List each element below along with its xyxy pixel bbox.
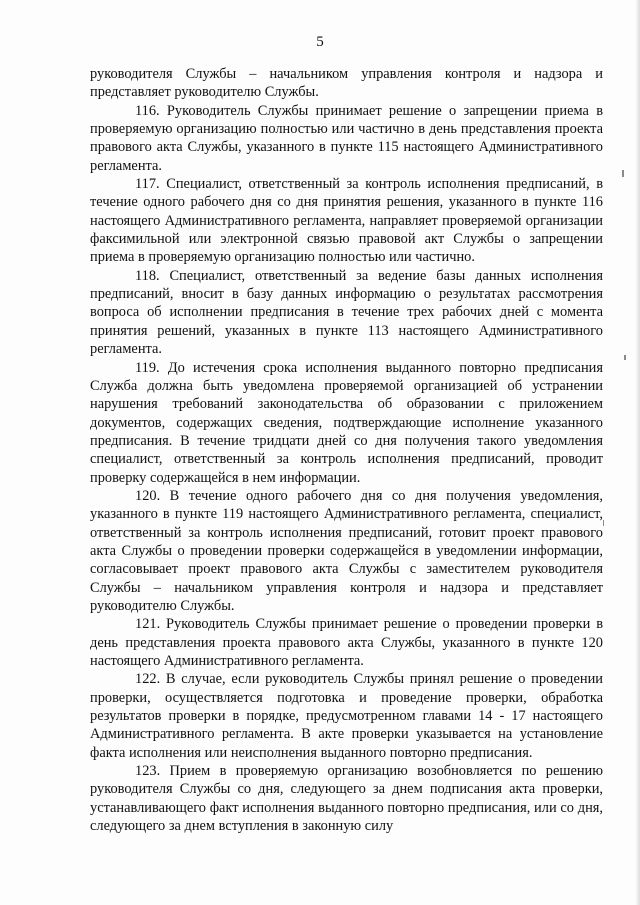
scan-mark bbox=[603, 520, 604, 526]
paragraph-116: 116. Руководитель Службы принимает решение о запрещении приема в проверяемую организацию полностью или частично в день представления проекта правового акта Службы, указанного в пункте 115 настоящего Административного регламента. bbox=[90, 102, 603, 174]
paragraph-123: 123. Прием в проверяемую организацию возобновляется по решению руководителя Службы со дня, следующего за днем подписания акта проверки, устанавливающего факт исполнения выданного повторно предписания, или со дня, следующего за днем вступления в законную силу bbox=[90, 763, 603, 835]
paragraph-continuation: руководителя Службы – начальником управления контроля и надзора и представляет руководителю Службы. bbox=[90, 66, 603, 101]
paragraph-121: 121. Руководитель Службы принимает решение о проведении проверки в день представления проекта правового акта Службы, указанного в пункте 120 настоящего Административного регламента. bbox=[90, 616, 603, 669]
paragraph-120: 120. В течение одного рабочего дня со дня получения уведомления, указанного в пункте 119 настоящего Административного регламента, специалист, ответственный за контроль исполнения предписаний, готовит проект правового акта Службы о проведении проверки содержащейся в уведомлении информации, согласовывает проект правового акта Службы с заместителем руководителя Службы – начальником управления контроля и надзора и представляет руководителю Службы. bbox=[90, 487, 603, 614]
paragraph-122: 122. В случае, если руководитель Службы принял решение о проведении проверки, осуществляется подготовка и проведение проверки, обработка результатов проверки в порядке, предусмотренном главами 14 - 17 настоящего Административного регламента. В акте проверки указывается на установление факта исполнения или неисполнения выданного повторно предписания. bbox=[90, 671, 603, 761]
scan-mark bbox=[622, 170, 624, 177]
page-number: 5 bbox=[316, 34, 324, 50]
paragraph-119: 119. До истечения срока исполнения выданного повторно предписания Служба должна быть уведомлена проверяемой организацией об устранении нарушения требований законодательства об образовании с приложением документов, содержащих сведения, подтверждающие исполнение указанного предписания. В течение тридцати дней со дня получения такого уведомления специалист, ответственный за контроль исполнения предписаний, проводит проверку содержащейся в нем информации. bbox=[90, 359, 603, 486]
scan-mark bbox=[624, 355, 626, 360]
scan-right-edge bbox=[635, 0, 640, 905]
document-body bbox=[90, 65, 603, 835]
paragraph-117: 117. Специалист, ответственный за контроль исполнения предписаний, в течение одного рабочего дня со дня принятия решения, указанного в пункте 116 настоящего Административного регламента, направляет проверяемой организации факсимильной или электронной связью правовой акт Службы о запрещении приема в проверяемую организацию полностью или частично. bbox=[90, 176, 603, 266]
paragraph-118: 118. Специалист, ответственный за ведение базы данных исполнения предписаний, вносит в базу данных информацию о результатах рассмотрения вопроса об исполнении предписания в течение трех рабочих дней с момента принятия решений, указанных в пункте 113 настоящего Административного регламента. bbox=[90, 267, 603, 358]
